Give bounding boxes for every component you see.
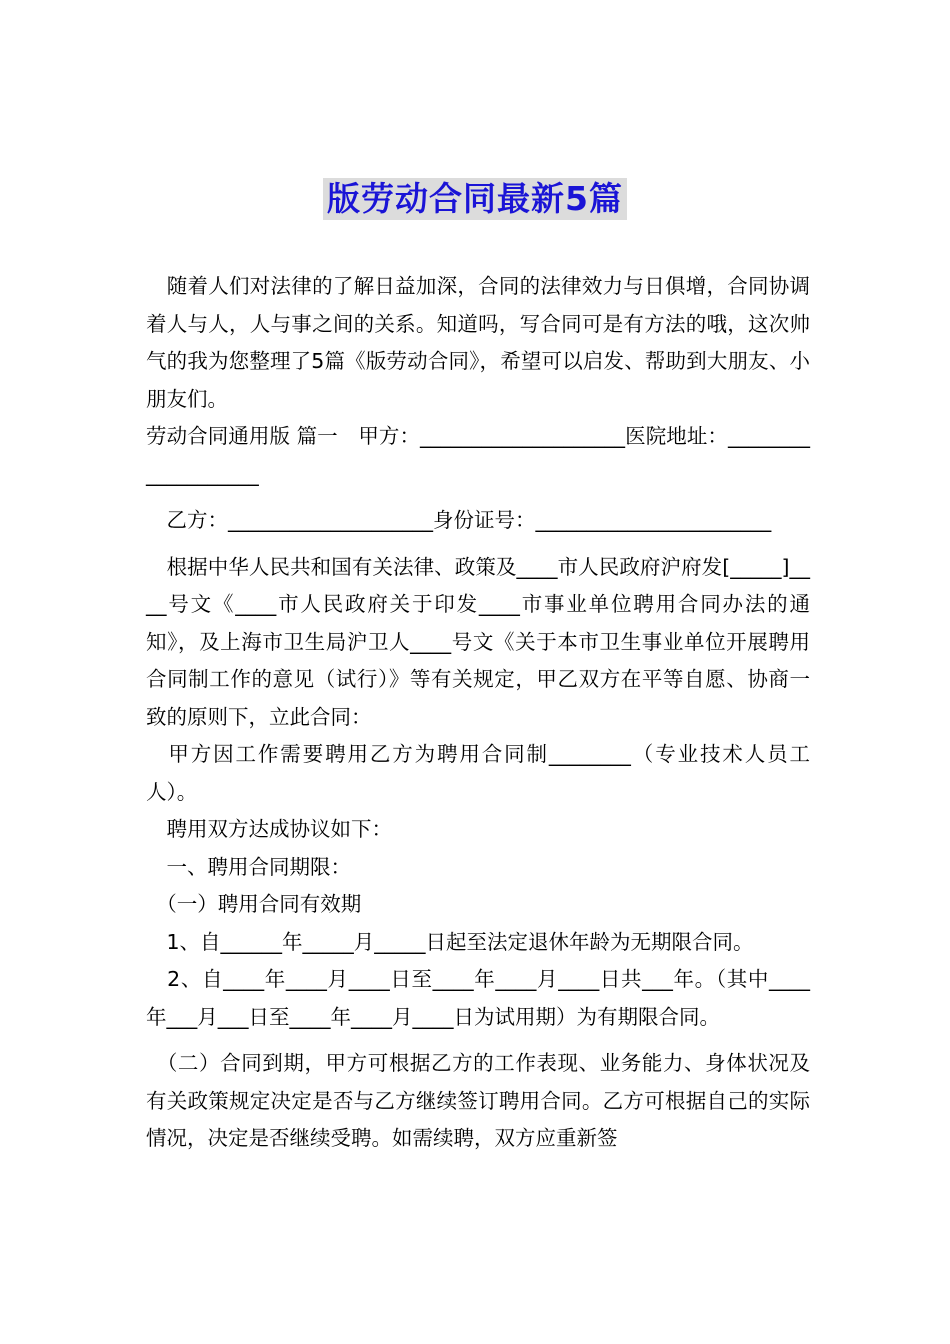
clause-1: 1、自______年_____月_____日起至法定退休年龄为无期限合同。 <box>146 929 754 954</box>
document-title: 版劳动合同最新5篇 <box>323 178 627 220</box>
section-one-heading: 一、聘用合同期限： <box>146 854 351 879</box>
spacer <box>146 1036 810 1045</box>
spacer <box>146 540 810 549</box>
agreement-intro: 聘用双方达成协议如下： <box>146 817 392 841</box>
legal-basis-paragraph: 根据中华人民共和国有关法律、政策及____市人民政府沪府发[_____]____号文《____市人民政府关于印发____市事业单位聘用合同办法的通知》，及上海市卫生局沪卫人____号文《关于本市卫生事业单位开展聘用合同制工作的意见（试行）》等有关规定，甲乙双方在平等自愿、协商一致的原则下，立此合同： <box>146 554 810 729</box>
spacer <box>146 493 810 502</box>
party-a-line: 劳动合同通用版 篇一 甲方：____________________医院地址：___________________ <box>146 424 810 486</box>
intro-paragraph: 随着人们对法律的了解日益加深，合同的法律效力与日俱增，合同协调着人与人，人与事之间的关系。知道吗，写合同可是有方法的哦，这次帅气的我为您整理了5篇《版劳动合同》，希望可以启发、帮助到大朋友、小朋友们。 <box>146 274 810 411</box>
title-container <box>0 178 950 220</box>
party-b-line: 乙方：____________________身份证号：_______________________ <box>146 508 772 532</box>
document-body <box>146 268 810 1158</box>
subsection-two-paragraph: （二）合同到期，甲方可根据乙方的工作表现、业务能力、身体状况及有关政策规定决定是否与乙方继续签订聘用合同。乙方可根据自己的实际情况，决定是否继续受聘。如需续聘，双方应重新签 <box>146 1051 810 1150</box>
clause-2: 2、自____年____月____日至____年____月____日共___年。（其中____年___月___日至____年____月____日为试用期）为有期限合同。 <box>146 967 810 1029</box>
subsection-one-heading: （一）聘用合同有效期 <box>146 892 362 916</box>
employment-purpose-paragraph: 甲方因工作需要聘用乙方为聘用合同制________（专业技术人员工人）。 <box>146 742 810 804</box>
